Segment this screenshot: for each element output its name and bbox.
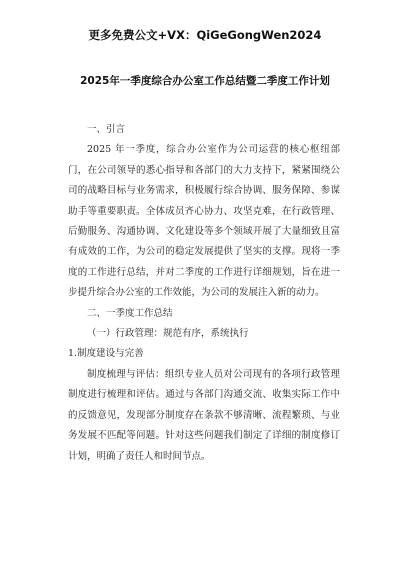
promo-banner: 更多免费公文+VX：QiGeGongWen2024	[88, 28, 322, 42]
rules-paragraph: 制度梳理与评估：组织专业人员对公司现有的各项行政管理制度进行梳理和评估。通过与各部门沟通交流、收集实际工作中的反馈意见，发现部分制度存在条款不够清晰、流程繁琐、与业务发展不匹配等问题。针对这些问题我们制定了详细的制度修订计划，明确了责任人和时间节点。	[68, 368, 340, 462]
document-body	[68, 120, 340, 467]
section-heading-summary: 二、一季度工作总结	[87, 307, 173, 319]
item-heading-rules: 1.制度建设与完善	[68, 348, 144, 360]
intro-paragraph: 2025 年一季度，综合办公室作为公司运营的核心枢纽部门，在公司领导的悉心指导和各部门的大力支持下，紧紧围绕公司的战略目标与业务需求，积极履行综合协调、服务保障、参谋助手等重要职责。全体成员齐心协力、攻坚克难，在行政管理、后勤服务、沟通协调、文化建设等多个领域开展了大量细致且富有成效的工作，为公司的稳定发展提供了坚实的支撑。现将一季度的工作进行总结，并对二季度的工作进行详细规划，旨在进一步提升综合办公室的工作效能，为公司的发展注入新的动力。	[68, 144, 340, 299]
subsection-heading-admin: （一）行政管理：规范有序，系统执行	[87, 328, 249, 340]
section-heading-intro: 一、引言	[87, 124, 126, 135]
document-title: 2025年一季度综合办公室工作总结暨二季度工作计划	[80, 75, 330, 87]
